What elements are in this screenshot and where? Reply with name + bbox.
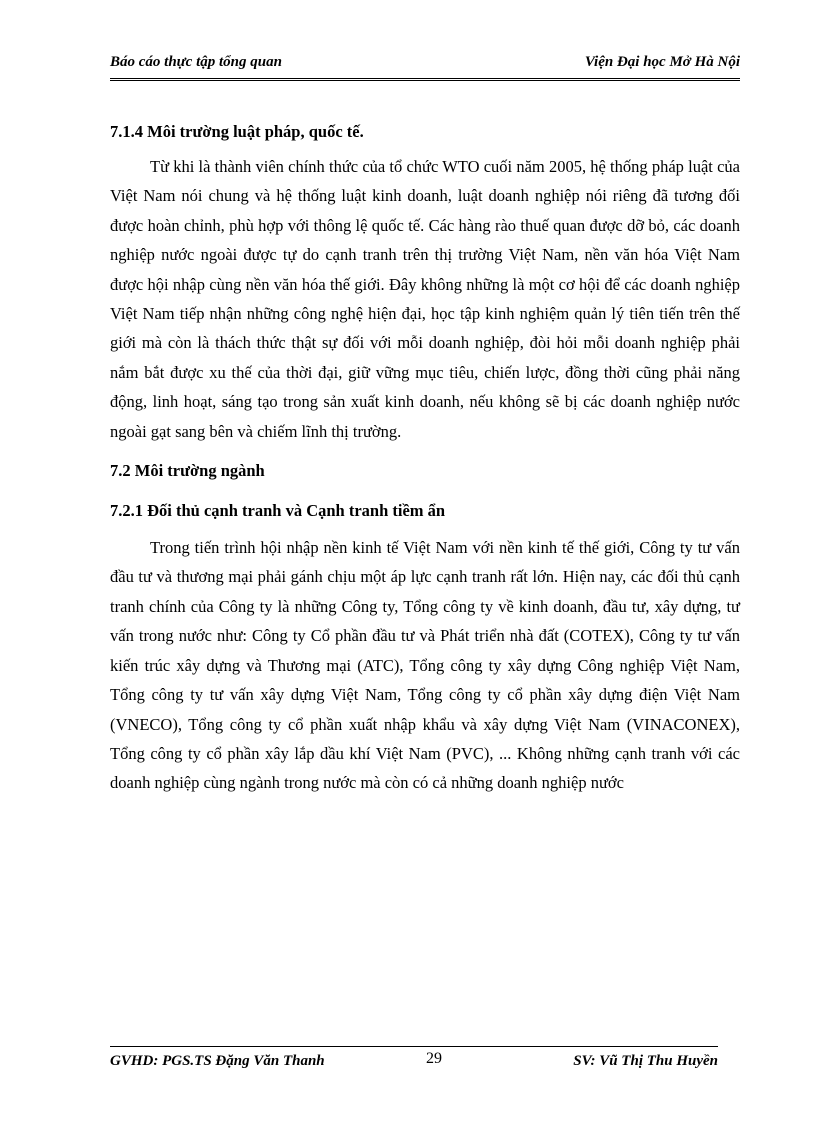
header-report-title: Báo cáo thực tập tổng quan [110,54,282,70]
page-header [110,52,740,81]
page-footer [110,1046,718,1077]
document-body [110,118,740,798]
page-number: 29 [426,1050,442,1067]
footer-supervisor: GVHD: PGS.TS Đặng Văn Thanh [110,1053,325,1069]
section-heading-7-1-4: 7.1.4 Môi trường luật pháp, quốc tế. [110,122,364,141]
header-institution: Viện Đại học Mở Hà Nội [584,54,740,70]
footer-student: SV: Vũ Thị Thu Huyền [573,1053,718,1069]
section-heading-7-2: 7.2 Môi trường ngành [110,461,265,481]
paragraph-competitors: Trong tiến trình hội nhập nền kinh tế Việt Nam với nền kinh tế thế giới, Công ty tư vấn đầu tư và thương mại phải gánh chịu một áp lực cạnh tranh rất lớn. Hiện nay, các đối thủ cạnh tranh chính của Công ty là những Công ty, Tổng công ty về kinh doanh, đầu tư, xây dựng, tư vấn trong nước như: Công ty Cổ phần đầu tư và Phát triển nhà đất (COTEX), Công ty tư vấn kiến trúc xây dựng và Thương mại (ATC), Tổng công ty xây dựng Công nghiệp Việt Nam, Tổng công ty tư vấn xây dựng Việt Nam, Tổng công ty cổ phần xây dựng điện Việt Nam (VNECO), Tổng công ty cổ phần xuất nhập khẩu và xây dựng Việt Nam (VINACONEX), Tổng công ty cổ phần xây lắp dầu khí Việt Nam (PVC), ... Không những cạnh tranh với các doanh nghiệp cùng ngành trong nước mà còn có cả những doanh nghiệp nước [110,538,740,793]
section-heading-7-2-1: 7.2.1 Đối thủ cạnh tranh và Cạnh tranh tiềm ẩn [110,501,446,521]
paragraph-legal-environment: Từ khi là thành viên chính thức của tổ chức WTO cuối năm 2005, hệ thống pháp luật của Việt Nam nói chung và hệ thống luật kinh doanh, luật doanh nghiệp nói riêng đã tương đối được hoàn chỉnh, phù hợp với thông lệ quốc tế. Các hàng rào thuế quan được dỡ bỏ, các doanh nghiệp nước ngoài được tự do cạnh tranh trên thị trường Việt Nam, nền văn hóa Việt Nam được hội nhập cùng nền văn hóa thế giới. Đây không những là một cơ hội để các doanh nghiệp Việt Nam tiếp nhận những công nghệ hiện đại, học tập kinh nghiệm quản lý tiên tiến trên thế giới mà còn là thách thức thật sự đối với mỗi doanh nghiệp, đòi hỏi mỗi doanh nghiệp phải nắm bắt được xu thế của thời đại, giữ vững mục tiêu, chiến lược, đồng thời cũng phải năng động, linh hoạt, sáng tạo trong sản xuất kinh doanh, nếu không sẽ bị các doanh nghiệp nước ngoài gạt sang bên và chiếm lĩnh thị trường. [110,157,740,441]
